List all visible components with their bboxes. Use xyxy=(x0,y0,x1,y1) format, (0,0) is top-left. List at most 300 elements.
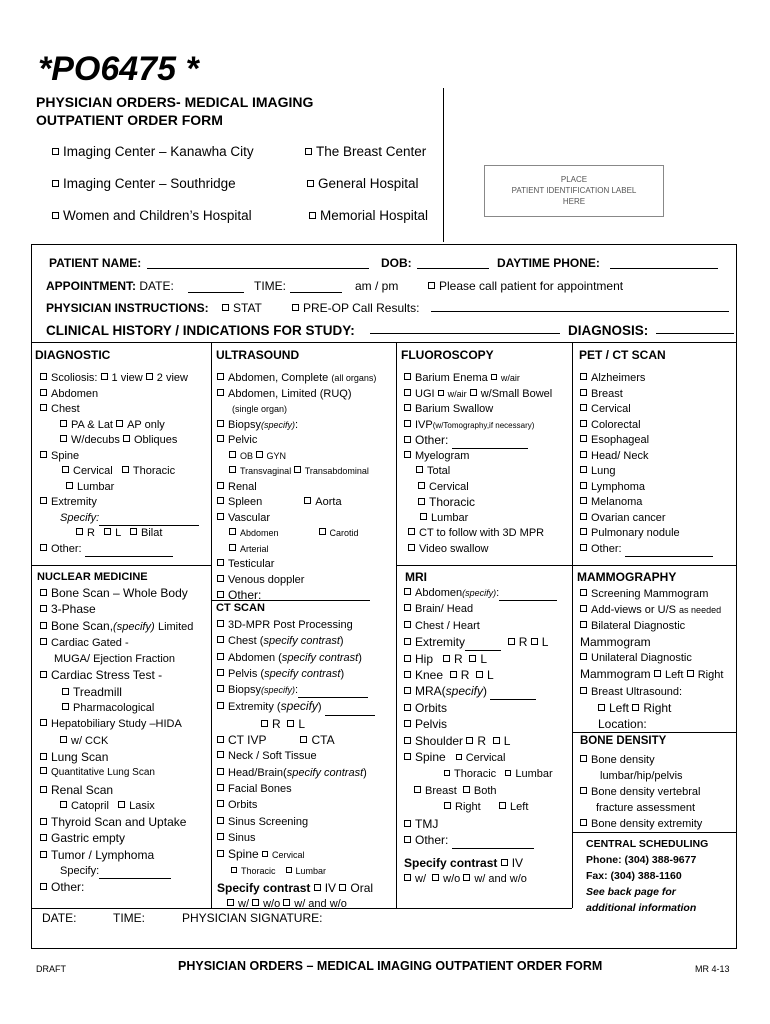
checkbox-icon[interactable] xyxy=(123,435,130,442)
checkbox-icon[interactable] xyxy=(262,851,268,857)
checkbox-icon[interactable] xyxy=(418,482,425,489)
checkbox-icon[interactable] xyxy=(307,180,314,187)
fl-barium-enema[interactable]: Barium Enema w/air xyxy=(404,371,552,387)
checkbox-icon[interactable] xyxy=(217,736,224,743)
scoliosis-option[interactable]: Scoliosis: 1 view 2 view xyxy=(40,371,199,387)
mri-contrast[interactable]: Specify contrast IV xyxy=(404,855,524,870)
checkbox-icon[interactable] xyxy=(319,528,326,535)
preop-option[interactable]: PRE-OP Call Results: xyxy=(292,301,419,315)
checkbox-icon[interactable] xyxy=(40,404,47,411)
mri-extremity[interactable]: Extremity R L xyxy=(404,634,557,650)
checkbox-icon[interactable] xyxy=(404,436,411,443)
checkbox-icon[interactable] xyxy=(508,638,515,645)
checkbox-icon[interactable] xyxy=(420,513,427,520)
fl-lumbar[interactable]: Lumbar xyxy=(404,511,552,527)
mri-chest[interactable]: Chest / Heart xyxy=(404,618,557,634)
diagnosis-field[interactable] xyxy=(656,333,734,334)
mammo-screening[interactable]: Screening Mammogram xyxy=(580,586,723,602)
checkbox-icon[interactable] xyxy=(217,497,224,504)
checkbox-icon[interactable] xyxy=(62,688,69,695)
checkbox-icon[interactable] xyxy=(654,670,661,677)
mri-mra[interactable]: MRA(specify) xyxy=(404,683,557,699)
checkbox-icon[interactable] xyxy=(580,787,587,794)
checkbox-icon[interactable] xyxy=(404,638,411,645)
checkbox-icon[interactable] xyxy=(404,404,411,411)
checkbox-icon[interactable] xyxy=(404,820,411,827)
checkbox-icon[interactable] xyxy=(52,212,59,219)
checkbox-icon[interactable] xyxy=(40,589,47,596)
checkbox-icon[interactable] xyxy=(339,884,346,891)
checkbox-icon[interactable] xyxy=(414,786,421,793)
spine-levels[interactable]: Cervical Thoracic xyxy=(40,464,199,480)
checkbox-icon[interactable] xyxy=(118,801,125,808)
nm-pharmacological[interactable]: Pharmacological xyxy=(40,700,193,716)
checkbox-icon[interactable] xyxy=(470,389,477,396)
mri-breast[interactable]: Breast Both xyxy=(404,783,557,799)
checkbox-icon[interactable] xyxy=(408,528,415,535)
checkbox-icon[interactable] xyxy=(404,621,411,628)
checkbox-icon[interactable] xyxy=(466,737,473,744)
checkbox-icon[interactable] xyxy=(580,513,587,520)
divider xyxy=(572,342,573,908)
checkbox-icon[interactable] xyxy=(146,373,153,380)
us-testicular[interactable]: Testicular xyxy=(217,557,376,573)
pet-head-neck[interactable]: Head/ Neck xyxy=(580,449,713,465)
pet-alzheimers[interactable]: Alzheimers xyxy=(580,371,713,387)
us-abdomen-limited[interactable]: Abdomen, Limited (RUQ) xyxy=(217,387,376,403)
checkbox-icon[interactable] xyxy=(101,373,108,380)
location-imaging-southridge[interactable] xyxy=(52,176,236,191)
mri-pelvis[interactable]: Pelvis xyxy=(404,716,557,732)
nm-bone-limited[interactable]: Bone Scan,(specify) Limited xyxy=(40,618,193,635)
fl-cervical[interactable]: Cervical xyxy=(404,480,552,496)
checkbox-icon[interactable] xyxy=(217,482,224,489)
checkbox-icon[interactable] xyxy=(52,148,59,155)
checkbox-icon[interactable] xyxy=(292,304,299,311)
ct-abdomen[interactable]: Abdomen (specify contrast) xyxy=(217,650,375,666)
checkbox-icon[interactable] xyxy=(217,833,224,840)
checkbox-icon[interactable] xyxy=(104,528,111,535)
checkbox-icon[interactable] xyxy=(309,212,316,219)
checkbox-icon[interactable] xyxy=(580,404,587,411)
us-abdomen-complete[interactable]: Abdomen, Complete (all organs) xyxy=(217,371,376,387)
ct-contrast[interactable]: Specify contrast IV Oral xyxy=(217,880,374,895)
ct-extremity[interactable]: Extremity (specify) xyxy=(217,698,375,715)
ct-pelvis[interactable]: Pelvis (specify contrast) xyxy=(217,666,375,682)
checkbox-icon[interactable] xyxy=(217,513,224,520)
ultrasound-header: ULTRASOUND xyxy=(216,348,300,362)
location-breast-center[interactable] xyxy=(305,144,426,159)
checkbox-icon[interactable] xyxy=(404,836,411,843)
checkbox-icon[interactable] xyxy=(217,435,224,442)
checkbox-icon[interactable] xyxy=(469,655,476,662)
checkbox-icon[interactable] xyxy=(231,867,237,873)
location-label: Imaging Center – Kanawha City xyxy=(63,144,254,159)
location-memorial-hospital[interactable] xyxy=(309,208,428,223)
checkbox-icon[interactable] xyxy=(404,604,411,611)
checkbox-icon[interactable] xyxy=(404,753,411,760)
dob-field[interactable] xyxy=(417,268,489,269)
checkbox-icon[interactable] xyxy=(217,420,224,427)
physician-signature[interactable]: PHYSICIAN SIGNATURE: xyxy=(182,911,323,925)
checkbox-icon[interactable] xyxy=(217,685,224,692)
nm-lung-scan[interactable]: Lung Scan xyxy=(40,749,193,765)
us-venous-doppler[interactable]: Venous doppler xyxy=(217,573,376,589)
ct-orbits[interactable]: Orbits xyxy=(217,797,375,813)
location-imaging-kanawha[interactable] xyxy=(52,144,254,159)
signature-time[interactable]: TIME: xyxy=(113,911,145,925)
us-biopsy[interactable]: Biopsy(specify): xyxy=(217,418,376,434)
checkbox-icon[interactable] xyxy=(60,420,67,427)
checkbox-icon[interactable] xyxy=(66,482,73,489)
checkbox-icon[interactable] xyxy=(217,702,224,709)
nm-hida[interactable]: Hepatobiliary Study –HIDA xyxy=(40,716,193,732)
checkbox-icon[interactable] xyxy=(40,851,47,858)
checkbox-icon[interactable] xyxy=(62,466,69,473)
checkbox-icon[interactable] xyxy=(687,670,694,677)
signature-date[interactable]: DATE: xyxy=(42,911,77,925)
checkbox-icon[interactable] xyxy=(416,466,423,473)
checkbox-icon[interactable] xyxy=(261,720,268,727)
fl-ct-follow[interactable]: CT to follow with 3D MPR xyxy=(404,526,552,542)
checkbox-icon[interactable] xyxy=(40,622,47,629)
nm-cck[interactable]: w/ CCK xyxy=(40,733,193,749)
us-renal[interactable]: Renal xyxy=(217,480,376,496)
checkbox-icon[interactable] xyxy=(283,899,290,906)
checkbox-icon[interactable] xyxy=(580,755,587,762)
checkbox-icon[interactable] xyxy=(305,148,312,155)
nm-treadmill[interactable]: Treadmill xyxy=(40,684,193,700)
fl-ivp[interactable]: IVP(w/Tomography,if necessary) xyxy=(404,418,552,434)
us-ob-gyn[interactable]: OB GYN xyxy=(217,449,376,465)
checkbox-icon[interactable] xyxy=(116,420,123,427)
checkbox-icon[interactable] xyxy=(632,704,639,711)
pet-esophageal[interactable]: Esophageal xyxy=(580,433,713,449)
checkbox-icon[interactable] xyxy=(52,180,59,187)
checkbox-icon[interactable] xyxy=(40,544,47,551)
fl-ugi[interactable]: UGI w/air w/Small Bowel xyxy=(404,387,552,403)
checkbox-icon[interactable] xyxy=(598,704,605,711)
checkbox-icon[interactable] xyxy=(256,451,263,458)
checkbox-icon[interactable] xyxy=(217,559,224,566)
checkbox-icon[interactable] xyxy=(229,466,236,473)
checkbox-icon[interactable] xyxy=(463,786,470,793)
checkbox-icon[interactable] xyxy=(217,636,224,643)
checkbox-icon[interactable] xyxy=(227,899,234,906)
checkbox-icon[interactable] xyxy=(580,819,587,826)
ct-extremity-side[interactable]: R L xyxy=(217,716,375,732)
nm-renal[interactable]: Renal Scan xyxy=(40,782,193,798)
checkbox-icon[interactable] xyxy=(40,834,47,841)
mri-spine-sub[interactable]: Thoracic Lumbar xyxy=(404,766,557,782)
checkbox-icon[interactable] xyxy=(76,528,83,535)
checkbox-icon[interactable] xyxy=(217,817,224,824)
checkbox-icon[interactable] xyxy=(217,784,224,791)
mammo-bilateral[interactable]: Bilateral Diagnostic xyxy=(580,618,723,634)
pet-lung[interactable]: Lung xyxy=(580,464,713,480)
checkbox-icon[interactable] xyxy=(580,389,587,396)
checkbox-icon[interactable] xyxy=(580,466,587,473)
checkbox-icon[interactable] xyxy=(40,389,47,396)
checkbox-icon[interactable] xyxy=(580,373,587,380)
nm-tumor[interactable]: Tumor / Lymphoma xyxy=(40,847,193,863)
checkbox-icon[interactable] xyxy=(40,818,47,825)
checkbox-icon[interactable] xyxy=(450,671,457,678)
us-transvaginal[interactable]: Transvaginal Transabdominal xyxy=(217,464,376,480)
mammo-breast-us[interactable]: Breast Ultrasound: xyxy=(580,684,723,700)
pet-colorectal[interactable]: Colorectal xyxy=(580,418,713,434)
checkbox-icon[interactable] xyxy=(404,451,411,458)
checkbox-icon[interactable] xyxy=(40,605,47,612)
checkbox-icon[interactable] xyxy=(404,720,411,727)
pet-lymphoma[interactable]: Lymphoma xyxy=(580,480,713,496)
chest-views[interactable]: PA & Lat AP only xyxy=(40,418,199,434)
mri-tmj[interactable]: TMJ xyxy=(404,816,557,832)
nm-thyroid[interactable]: Thyroid Scan and Uptake xyxy=(40,814,193,830)
bd-vertebral[interactable]: Bone density vertebral xyxy=(580,784,702,800)
checkbox-icon[interactable] xyxy=(217,653,224,660)
mammo-unilateral[interactable]: Unilateral Diagnostic xyxy=(580,650,723,666)
checkbox-icon[interactable] xyxy=(122,466,129,473)
checkbox-icon[interactable] xyxy=(476,671,483,678)
ct-spine[interactable]: Spine Cervical xyxy=(217,846,375,863)
checkbox-icon[interactable] xyxy=(404,389,411,396)
bd-lumbar[interactable]: Bone density xyxy=(580,752,702,768)
checkbox-icon[interactable] xyxy=(229,528,236,535)
checkbox-icon[interactable] xyxy=(580,687,587,694)
checkbox-icon[interactable] xyxy=(62,703,69,710)
preop-field[interactable] xyxy=(431,311,729,312)
checkbox-icon[interactable] xyxy=(404,737,411,744)
checkbox-icon[interactable] xyxy=(229,544,236,551)
extremity-specify[interactable]: Specify: xyxy=(40,511,199,527)
checkbox-icon[interactable] xyxy=(40,767,47,774)
checkbox-icon[interactable] xyxy=(404,874,411,881)
checkbox-icon[interactable] xyxy=(130,528,137,535)
checkbox-icon[interactable] xyxy=(40,786,47,793)
pet-melanoma[interactable]: Melanoma xyxy=(580,495,713,511)
mammo-unilateral-side[interactable]: Mammogram Left Right xyxy=(580,667,724,682)
call-patient-option[interactable]: Please call patient for appointment xyxy=(428,279,623,293)
checkbox-icon[interactable] xyxy=(217,751,224,758)
mri-orbits[interactable]: Orbits xyxy=(404,700,557,716)
mri-spine[interactable]: Spine Cervical xyxy=(404,749,557,766)
nm-specify[interactable]: Specify: xyxy=(40,863,193,879)
diagnostic-other[interactable]: Other: xyxy=(40,542,199,558)
checkbox-icon[interactable] xyxy=(580,451,587,458)
checkbox-icon[interactable] xyxy=(404,420,411,427)
checkbox-icon[interactable] xyxy=(217,800,224,807)
location-general-hospital[interactable] xyxy=(307,176,419,191)
checkbox-icon[interactable] xyxy=(404,704,411,711)
checkbox-icon[interactable] xyxy=(443,655,450,662)
checkbox-icon[interactable] xyxy=(314,884,321,891)
checkbox-icon[interactable] xyxy=(493,737,500,744)
pet-breast[interactable]: Breast xyxy=(580,387,713,403)
us-spleen-aorta[interactable]: Spleen Aorta xyxy=(217,495,376,511)
ct-chest[interactable]: Chest (specify contrast) xyxy=(217,633,375,649)
pet-ovarian[interactable]: Ovarian cancer xyxy=(580,511,713,527)
us-vascular-sub[interactable]: Abdomen Carotid xyxy=(217,526,376,542)
checkbox-icon[interactable] xyxy=(252,899,259,906)
location-label: Women and Children’s Hospital xyxy=(63,208,252,223)
fl-video-swallow[interactable]: Video swallow xyxy=(404,542,552,558)
checkbox-icon[interactable] xyxy=(580,482,587,489)
checkbox-icon[interactable] xyxy=(580,497,587,504)
checkbox-icon[interactable] xyxy=(217,850,224,857)
checkbox-icon[interactable] xyxy=(444,802,451,809)
checkbox-icon[interactable] xyxy=(580,605,587,612)
checkbox-icon[interactable] xyxy=(40,373,47,380)
checkbox-icon[interactable] xyxy=(294,466,301,473)
checkbox-icon[interactable] xyxy=(217,373,224,380)
checkbox-icon[interactable] xyxy=(40,883,47,890)
us-arterial[interactable]: Arterial xyxy=(217,542,376,558)
checkbox-icon[interactable] xyxy=(40,719,47,726)
checkbox-icon[interactable] xyxy=(217,669,224,676)
checkbox-icon[interactable] xyxy=(404,655,411,662)
fl-barium-swallow[interactable]: Barium Swallow xyxy=(404,402,552,418)
checkbox-icon[interactable] xyxy=(463,874,470,881)
checkbox-icon[interactable] xyxy=(60,435,67,442)
checkbox-icon[interactable] xyxy=(501,859,508,866)
us-other[interactable]: Other: xyxy=(217,588,376,604)
nm-cardiac-gated[interactable]: Cardiac Gated - xyxy=(40,635,193,651)
pet-pulmonary-nodule[interactable]: Pulmonary nodule xyxy=(580,526,713,542)
checkbox-icon[interactable] xyxy=(40,497,47,504)
spine-option[interactable]: Spine xyxy=(40,449,199,465)
mri-other[interactable]: Other: xyxy=(404,832,557,848)
stat-option[interactable]: STAT xyxy=(222,301,262,315)
ct-ivp-cta[interactable]: CT IVP CTA xyxy=(217,732,375,748)
checkbox-icon[interactable] xyxy=(499,802,506,809)
nuclear-header: NUCLEAR MEDICINE xyxy=(37,571,148,583)
location-womens-childrens[interactable] xyxy=(52,208,252,223)
ct-facial[interactable]: Facial Bones xyxy=(217,781,375,797)
checkbox-icon[interactable] xyxy=(580,420,587,427)
mri-knee[interactable]: Knee R L xyxy=(404,667,557,683)
nm-3phase[interactable]: 3-Phase xyxy=(40,601,193,617)
appointment-date-field[interactable] xyxy=(188,292,244,293)
checkbox-icon[interactable] xyxy=(428,282,435,289)
nm-cardiac-stress[interactable]: Cardiac Stress Test - xyxy=(40,667,193,683)
checkbox-icon[interactable] xyxy=(40,753,47,760)
checkbox-icon[interactable] xyxy=(456,754,462,760)
checkbox-icon[interactable] xyxy=(580,435,587,442)
checkbox-icon[interactable] xyxy=(287,720,294,727)
checkbox-icon[interactable] xyxy=(580,589,587,596)
checkbox-icon[interactable] xyxy=(404,588,411,595)
checkbox-icon[interactable] xyxy=(217,768,224,775)
daytime-phone-field[interactable] xyxy=(610,268,718,269)
fl-total[interactable]: Total xyxy=(404,464,552,480)
checkbox-icon[interactable] xyxy=(60,736,67,743)
nm-bone-whole[interactable]: Bone Scan – Whole Body xyxy=(40,585,193,601)
nm-gastric[interactable]: Gastric empty xyxy=(40,830,193,846)
checkbox-icon[interactable] xyxy=(432,874,439,881)
checkbox-icon[interactable] xyxy=(40,671,47,678)
bd-extremity[interactable]: Bone density extremity xyxy=(580,816,702,832)
ct-contrast-sub[interactable]: w/ w/o w/ and w/o xyxy=(217,896,375,912)
checkbox-icon[interactable] xyxy=(40,451,47,458)
checkbox-icon[interactable] xyxy=(408,544,415,551)
ct-sinus-screening[interactable]: Sinus Screening xyxy=(217,814,375,830)
mri-hip[interactable]: Hip R L xyxy=(404,651,557,667)
checkbox-icon[interactable] xyxy=(580,528,587,535)
mri-shoulder[interactable]: Shoulder R L xyxy=(404,733,557,749)
extremity-option[interactable]: Extremity xyxy=(40,495,199,511)
checkbox-icon[interactable] xyxy=(505,770,511,776)
checkbox-icon[interactable] xyxy=(418,498,425,505)
mri-contrast-sub[interactable]: w/ w/o w/ and w/o xyxy=(404,871,557,887)
clinical-history-field[interactable] xyxy=(370,333,560,334)
checkbox-icon[interactable] xyxy=(438,390,444,396)
checkbox-icon[interactable] xyxy=(531,638,538,645)
ct-3dmpr[interactable]: 3D-MPR Post Processing xyxy=(217,617,375,633)
mri-brain[interactable]: Brain/ Head xyxy=(404,601,557,617)
checkbox-icon[interactable] xyxy=(580,653,587,660)
checkbox-icon[interactable] xyxy=(217,591,224,598)
ct-biopsy[interactable]: Biopsy(specify): xyxy=(217,682,375,698)
checkbox-icon[interactable] xyxy=(229,451,236,458)
ct-sinus[interactable]: Sinus xyxy=(217,830,375,846)
checkbox-icon[interactable] xyxy=(404,373,411,380)
checkbox-icon[interactable] xyxy=(404,687,411,694)
us-vascular[interactable]: Vascular xyxy=(217,511,376,527)
fl-myelogram[interactable]: Myelogram xyxy=(404,449,552,465)
checkbox-icon[interactable] xyxy=(286,867,292,873)
scheduling-back1: See back page for xyxy=(586,886,676,898)
checkbox-icon[interactable] xyxy=(217,575,224,582)
patient-name-field[interactable] xyxy=(147,268,369,269)
checkbox-icon[interactable] xyxy=(580,544,587,551)
pet-cervical[interactable]: Cervical xyxy=(580,402,713,418)
appointment-time-field[interactable] xyxy=(290,292,342,293)
mammo-add-views[interactable]: Add-views or U/S as needed xyxy=(580,602,723,618)
extremity-side[interactable]: R L Bilat xyxy=(40,526,199,542)
checkbox-icon[interactable] xyxy=(60,801,67,808)
checkbox-icon[interactable] xyxy=(300,736,307,743)
checkbox-icon[interactable] xyxy=(580,621,587,628)
pet-other[interactable]: Other: xyxy=(580,542,713,558)
nm-other[interactable]: Other: xyxy=(40,879,193,895)
checkbox-icon[interactable] xyxy=(404,671,411,678)
checkbox-icon[interactable] xyxy=(217,389,224,396)
checkbox-icon[interactable] xyxy=(444,770,450,776)
nm-quant-lung[interactable]: Quantitative Lung Scan xyxy=(40,765,193,781)
ct-spine-sub[interactable]: Thoracic Lumbar xyxy=(217,863,375,879)
us-pelvic[interactable]: Pelvic xyxy=(217,433,376,449)
nm-renal-sub[interactable]: Catopril Lasix xyxy=(40,798,193,814)
mammo-us-side[interactable]: Left Right xyxy=(580,700,723,716)
chest-decubs[interactable]: W/decubs Obliques xyxy=(40,433,199,449)
ct-neck[interactable]: Neck / Soft Tissue xyxy=(217,748,375,764)
fl-thoracic[interactable]: Thoracic xyxy=(404,495,552,511)
checkbox-icon[interactable] xyxy=(40,638,47,645)
checkbox-icon[interactable] xyxy=(491,374,497,380)
checkbox-icon[interactable] xyxy=(304,497,311,504)
mri-breast-side[interactable]: Right Left xyxy=(404,799,557,815)
chest-option[interactable]: Chest xyxy=(40,402,199,418)
divider xyxy=(572,832,737,833)
ct-head-brain[interactable]: Head/Brain(specify contrast) xyxy=(217,765,375,781)
fl-other[interactable]: Other: xyxy=(404,433,552,449)
abdomen-option[interactable]: Abdomen xyxy=(40,387,199,403)
spine-lumbar[interactable]: Lumbar xyxy=(40,480,199,496)
checkbox-icon[interactable] xyxy=(217,620,224,627)
mri-abdomen[interactable]: Abdomen(specify): xyxy=(404,585,557,601)
checkbox-icon[interactable] xyxy=(222,304,229,311)
